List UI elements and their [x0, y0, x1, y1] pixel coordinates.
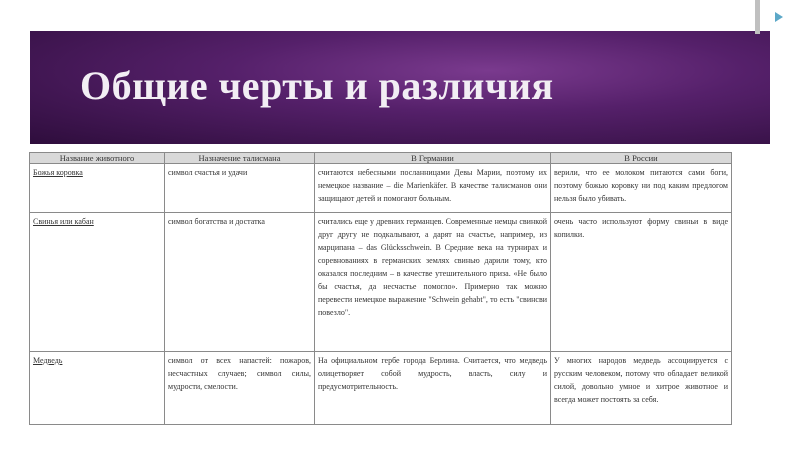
germany-cell: На официальном гербе города Берлина. Считается, что медведь олицетворяет собой мудрость, власть, силу и предусмотрительность.	[315, 352, 551, 425]
germany-cell: считались еще у древних германцев. Современные немцы свинкой друг другу не подкалывают, а дарят на счастье, например, из марципана – das Glücksschwein. В Средние века на турнирах и соревнованиях в германских землях свинью дарили тому, кто оказался последним – в качестве утешительного приза. «Не было бы счастья, да несчастье помогло». Примерно так можно перевести немецкое выражение "Schwein gehabt", то есть "свинсви повезло".	[315, 213, 551, 352]
purpose-cell: символ богатства и достатка	[165, 213, 315, 352]
table-row	[30, 352, 732, 425]
russia-cell: верили, что ее молоком питаются сами боги, поэтому божью коровку ни под каким предлогом нельзя было убивать.	[551, 164, 732, 213]
table-header-row	[30, 153, 732, 164]
header-russia: В России	[551, 153, 732, 164]
russia-cell: У многих народов медведь ассоциируется с русским человеком, потому что обладает великой силой, довольно умное и хитрое животное и всегда может постоять за себя.	[551, 352, 732, 425]
russia-cell: очень часто используют форму свиньи в виде копилки.	[551, 213, 732, 352]
arrow-icon	[775, 12, 783, 22]
purpose-cell: символ счастья и удачи	[165, 164, 315, 213]
table-row	[30, 164, 732, 213]
germany-cell: считаются небесными посланницами Девы Марии, поэтому их немецкое название – die Marienkäfer. В качестве талисманов они защищают детей и помогают больным.	[315, 164, 551, 213]
animal-name-cell: Медведь	[30, 352, 165, 425]
header-germany: В Германии	[315, 153, 551, 164]
header-talisman-purpose: Назначение талисмана	[165, 153, 315, 164]
animal-name-cell: Божья коровка	[30, 164, 165, 213]
animal-name-cell: Свинья или кабан	[30, 213, 165, 352]
table-row	[30, 213, 732, 352]
purpose-cell: символ от всех напастей: пожаров, несчастных случаев; символ силы, мудрости, смелости.	[165, 352, 315, 425]
comparison-table	[29, 152, 732, 425]
slide-title: Общие черты и различия	[80, 63, 554, 108]
header-animal-name: Название животного	[30, 153, 165, 164]
accent-bar	[755, 0, 760, 34]
